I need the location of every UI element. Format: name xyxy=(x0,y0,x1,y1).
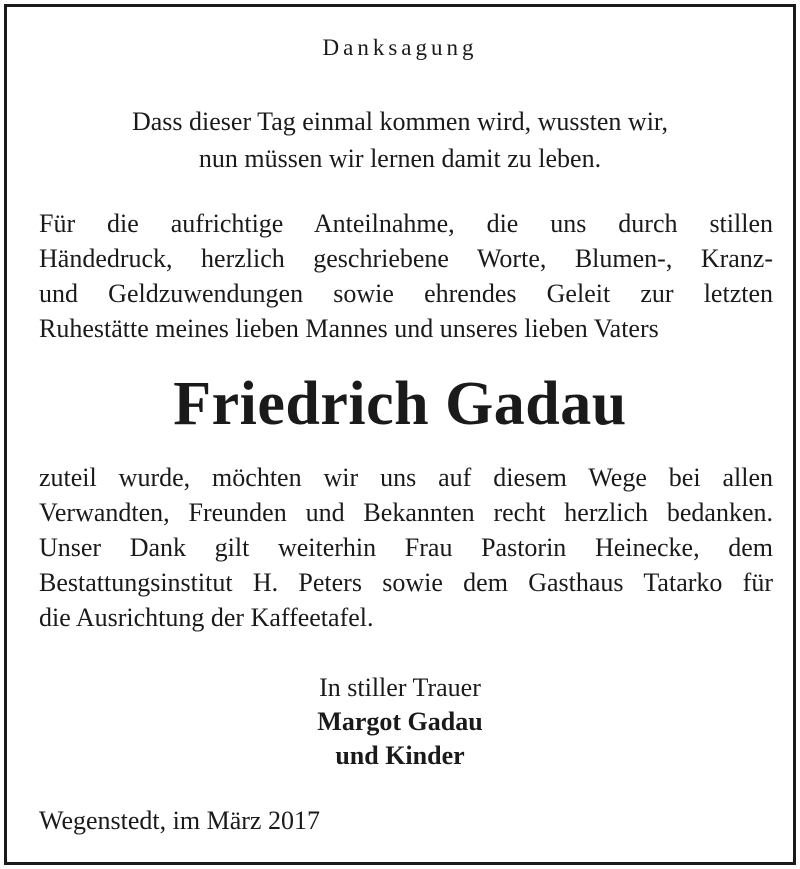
paragraph-line: Bestattungsinstitut H. Peters sowie dem Gasthaus Tatarko für xyxy=(39,568,773,597)
paragraph-line: Ruhestätte meines lieben Mannes und unseres lieben Vaters xyxy=(39,314,659,343)
paragraph-line: und Geldzuwendungen sowie ehrendes Geleit zur letzten xyxy=(39,279,773,308)
motto xyxy=(7,103,793,177)
paragraph-line: Unser Dank gilt weiterhin Frau Pastorin Heinecke, dem xyxy=(39,533,773,562)
signature-family: und Kinder xyxy=(335,741,465,770)
paragraph-line: die Ausrichtung der Kaffeetafel. xyxy=(39,603,374,632)
motto-line: nun müssen wir lernen damit zu leben. xyxy=(198,144,602,173)
paragraph-line: Für die aufrichtige Anteilnahme, die uns durch stillen xyxy=(39,209,773,238)
signature-name: Margot Gadau xyxy=(317,707,483,736)
obituary-notice xyxy=(4,4,796,865)
thanks-paragraph-intro xyxy=(39,206,773,346)
signature-intro: In stiller Trauer xyxy=(319,673,481,702)
thanks-paragraph-main xyxy=(39,460,773,635)
paragraph-line: zuteil wurde, möchten wir uns auf diesem Wege bei allen xyxy=(39,463,773,492)
place-date: Wegenstedt, im März 2017 xyxy=(39,806,320,835)
paragraph-line: Händedruck, herzlich geschriebene Worte, Blumen-, Kranz- xyxy=(39,244,773,273)
paragraph-line: Verwandten, Freunden und Bekannten recht herzlich bedanken. xyxy=(39,498,773,527)
motto-line: Dass dieser Tag einmal kommen wird, wussten wir, xyxy=(131,107,669,136)
heading: Danksagung xyxy=(322,35,478,60)
signature-block xyxy=(7,671,793,773)
deceased-name: Friedrich Gadau xyxy=(173,370,627,438)
